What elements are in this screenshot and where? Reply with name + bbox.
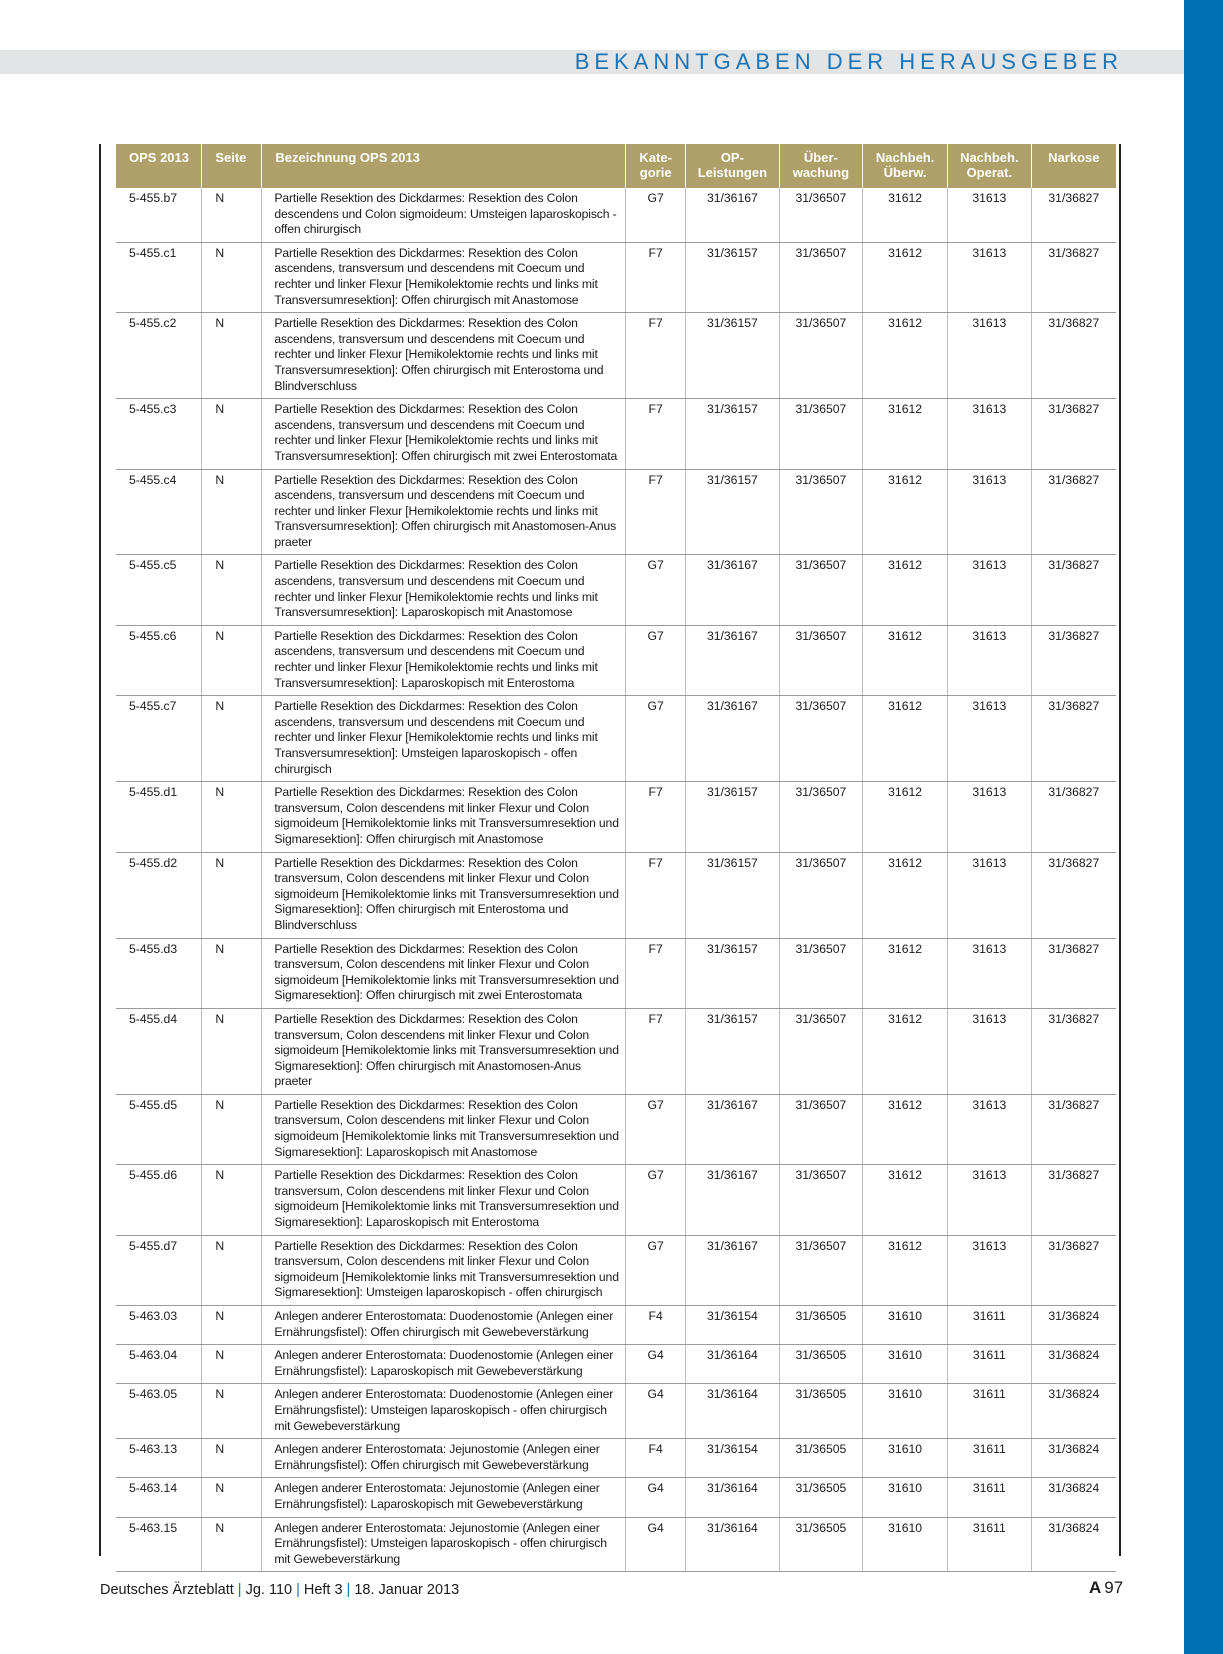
cell-kategorie: G7 [626,696,686,782]
page-number [1089,1578,1123,1598]
cell-kategorie: G7 [626,555,686,625]
cell-kategorie: G7 [626,625,686,695]
cell-op-leistungen: 31/36167 [686,625,779,695]
cell-seite: N [202,399,262,469]
cell-op-leistungen: 31/36167 [686,555,779,625]
table-row [116,1345,1116,1384]
cell-nachbeh-ueberw: 31612 [863,399,948,469]
cell-ueberwachung: 31/36507 [779,696,863,782]
cell-op-leistungen: 31/36164 [686,1345,779,1384]
cell-nachbeh-operat: 31613 [947,399,1031,469]
cell-bezeichnung: Partielle Resektion des Dickdarmes: Resektion des Colon ascendens, transversum und descendens mit Coecum und rechter und linker Flexur [Hemikolektomie rechts und links mit Transversumresektion]: Laparoskopisch mit Anastomose [262,555,626,625]
cell-ueberwachung: 31/36507 [779,1165,863,1235]
footer-separator: | [346,1582,351,1598]
cell-kategorie: G4 [626,1517,686,1572]
table-row [116,1306,1116,1345]
cell-narkose: 31/36827 [1031,1235,1116,1305]
cell-kategorie: F7 [626,313,686,399]
cell-nachbeh-ueberw: 31612 [863,625,948,695]
cell-ops-code: 5-455.d4 [116,1008,202,1094]
cell-bezeichnung: Partielle Resektion des Dickdarmes: Resektion des Colon ascendens, transversum und descendens mit Coecum und rechter und linker Flexur [Hemikolektomie rechts und links mit Transversumresektion]: Offen chirurgisch mit Enterostoma und Blindverschluss [262,313,626,399]
cell-nachbeh-operat: 31613 [947,625,1031,695]
cell-seite: N [202,696,262,782]
cell-ops-code: 5-463.13 [116,1439,202,1478]
cell-nachbeh-operat: 31613 [947,1094,1031,1164]
cell-narkose: 31/36824 [1031,1517,1116,1572]
col-header-narkose: Narkose [1031,144,1116,188]
cell-ops-code: 5-455.b7 [116,188,202,242]
table-row [116,1478,1116,1517]
cell-narkose: 31/36827 [1031,696,1116,782]
cell-nachbeh-ueberw: 31612 [863,938,948,1008]
cell-narkose: 31/36824 [1031,1345,1116,1384]
table-row [116,469,1116,555]
table-row [116,696,1116,782]
cell-narkose: 31/36827 [1031,242,1116,312]
cell-nachbeh-ueberw: 31612 [863,1165,948,1235]
cell-ops-code: 5-463.04 [116,1345,202,1384]
cell-ops-code: 5-455.d2 [116,852,202,938]
cell-narkose: 31/36827 [1031,1165,1116,1235]
cell-seite: N [202,1094,262,1164]
journal-volume: Jg. 110 [245,1582,293,1598]
cell-ops-code: 5-463.05 [116,1384,202,1439]
cell-op-leistungen: 31/36157 [686,1008,779,1094]
col-header-kategorie: Kate- gorie [626,144,686,188]
cell-ops-code: 5-455.c4 [116,469,202,555]
cell-kategorie: G7 [626,1165,686,1235]
cell-seite: N [202,1478,262,1517]
journal-name: Deutsches Ärzteblatt [100,1582,234,1598]
ops-table [116,144,1116,1572]
cell-ops-code: 5-463.03 [116,1306,202,1345]
cell-ueberwachung: 31/36507 [779,188,863,242]
cell-nachbeh-operat: 31611 [947,1439,1031,1478]
cell-ops-code: 5-455.d7 [116,1235,202,1305]
cell-op-leistungen: 31/36167 [686,188,779,242]
cell-nachbeh-ueberw: 31610 [863,1345,948,1384]
cell-bezeichnung: Anlegen anderer Enterostomata: Duodenostomie (Anlegen einer Ernährungsfistel): Laparoskopisch mit Gewebeverstärkung [262,1345,626,1384]
cell-narkose: 31/36827 [1031,188,1116,242]
cell-kategorie: F7 [626,469,686,555]
cell-ueberwachung: 31/36505 [779,1478,863,1517]
cell-op-leistungen: 31/36154 [686,1306,779,1345]
cell-ueberwachung: 31/36505 [779,1517,863,1572]
cell-op-leistungen: 31/36157 [686,938,779,1008]
cell-ueberwachung: 31/36507 [779,469,863,555]
cell-bezeichnung: Anlegen anderer Enterostomata: Jejunostomie (Anlegen einer Ernährungsfistel): Umsteigen laparoskopisch - offen chirurgisch mit Gewebeverstärkung [262,1517,626,1572]
cell-kategorie: G7 [626,1235,686,1305]
cell-ueberwachung: 31/36505 [779,1384,863,1439]
cell-nachbeh-ueberw: 31612 [863,188,948,242]
cell-nachbeh-ueberw: 31612 [863,696,948,782]
table-row [116,1517,1116,1572]
cell-ops-code: 5-455.c7 [116,696,202,782]
cell-nachbeh-operat: 31613 [947,1235,1031,1305]
cell-nachbeh-ueberw: 31610 [863,1384,948,1439]
cell-nachbeh-ueberw: 31612 [863,242,948,312]
cell-bezeichnung: Partielle Resektion des Dickdarmes: Resektion des Colon ascendens, transversum und descendens mit Coecum und rechter und linker Flexur [Hemikolektomie rechts und links mit Transversumresektion]: Offen chirurgisch mit zwei Enterostomata [262,399,626,469]
cell-nachbeh-ueberw: 31612 [863,1094,948,1164]
cell-bezeichnung: Partielle Resektion des Dickdarmes: Resektion des Colon transversum, Colon descendens mit linker Flexur und Colon sigmoideum [Hemikolektomie links mit Transversumresektion und Sigmaresektion]: Offen chirurgisch mit Anastomose [262,782,626,852]
cell-ops-code: 5-455.d5 [116,1094,202,1164]
cell-ops-code: 5-463.15 [116,1517,202,1572]
cell-nachbeh-ueberw: 31610 [863,1439,948,1478]
cell-nachbeh-operat: 31611 [947,1345,1031,1384]
cell-ops-code: 5-455.d3 [116,938,202,1008]
cell-op-leistungen: 31/36157 [686,242,779,312]
cell-seite: N [202,852,262,938]
cell-nachbeh-ueberw: 31612 [863,313,948,399]
cell-seite: N [202,1384,262,1439]
cell-ops-code: 5-455.c2 [116,313,202,399]
cell-op-leistungen: 31/36167 [686,1235,779,1305]
footer-separator: | [296,1582,300,1598]
cell-bezeichnung: Partielle Resektion des Dickdarmes: Resektion des Colon transversum, Colon descendens mit linker Flexur und Colon sigmoideum [Hemikolektomie links mit Transversumresektion und Sigmaresektion]: Offen chirurgisch mit zwei Enterostomata [262,938,626,1008]
cell-narkose: 31/36824 [1031,1478,1116,1517]
cell-op-leistungen: 31/36167 [686,1094,779,1164]
cell-nachbeh-operat: 31613 [947,782,1031,852]
cell-nachbeh-operat: 31613 [947,852,1031,938]
cell-ueberwachung: 31/36505 [779,1439,863,1478]
cell-ueberwachung: 31/36507 [779,782,863,852]
cell-ops-code: 5-455.c1 [116,242,202,312]
cell-kategorie: G7 [626,188,686,242]
cell-bezeichnung: Partielle Resektion des Dickdarmes: Resektion des Colon transversum, Colon descendens mit linker Flexur und Colon sigmoideum [Hemikolektomie links mit Transversumresektion und Sigmaresektion]: Offen chirurgisch mit Anastomosen-Anus praeter [262,1008,626,1094]
cell-op-leistungen: 31/36157 [686,469,779,555]
cell-ops-code: 5-455.d6 [116,1165,202,1235]
journal-issue: Heft 3 [303,1582,343,1598]
table-row [116,1439,1116,1478]
right-rule [1119,144,1121,1556]
cell-narkose: 31/36827 [1031,852,1116,938]
cell-kategorie: F7 [626,1008,686,1094]
col-header-nachbeh-ueberw: Nachbeh. Überw. [863,144,948,188]
cell-seite: N [202,1235,262,1305]
table-row [116,555,1116,625]
cell-op-leistungen: 31/36164 [686,1478,779,1517]
cell-narkose: 31/36827 [1031,782,1116,852]
cell-bezeichnung: Anlegen anderer Enterostomata: Jejunostomie (Anlegen einer Ernährungsfistel): Offen chirurgisch mit Gewebeverstärkung [262,1439,626,1478]
cell-seite: N [202,313,262,399]
cell-bezeichnung: Partielle Resektion des Dickdarmes: Resektion des Colon ascendens, transversum und descendens mit Coecum und rechter und linker Flexur [Hemikolektomie rechts und links mit Transversumresektion]: Offen chirurgisch mit Anastomosen-Anus praeter [262,469,626,555]
cell-op-leistungen: 31/36167 [686,1165,779,1235]
cell-nachbeh-ueberw: 31610 [863,1517,948,1572]
journal-date: 18. Januar 2013 [354,1582,460,1598]
cell-bezeichnung: Partielle Resektion des Dickdarmes: Resektion des Colon transversum, Colon descendens mit linker Flexur und Colon sigmoideum [Hemikolektomie links mit Transversumresektion und Sigmaresektion]: Umsteigen laparoskopisch - offen chirurgisch [262,1235,626,1305]
cell-ueberwachung: 31/36507 [779,1235,863,1305]
cell-ueberwachung: 31/36507 [779,555,863,625]
cell-ops-code: 5-455.d1 [116,782,202,852]
cell-nachbeh-ueberw: 31612 [863,469,948,555]
page-number-value: 97 [1104,1578,1124,1597]
cell-ops-code: 5-463.14 [116,1478,202,1517]
cell-kategorie: G4 [626,1478,686,1517]
cell-nachbeh-operat: 31611 [947,1384,1031,1439]
cell-kategorie: F7 [626,938,686,1008]
page-prefix: A [1089,1578,1102,1597]
table-row [116,399,1116,469]
col-header-op-leistungen: OP- Leistungen [686,144,779,188]
cell-seite: N [202,1165,262,1235]
col-header-ops: OPS 2013 [116,144,202,188]
cell-narkose: 31/36827 [1031,399,1116,469]
cell-seite: N [202,938,262,1008]
cell-op-leistungen: 31/36157 [686,313,779,399]
cell-bezeichnung: Partielle Resektion des Dickdarmes: Resektion des Colon descendens und Colon sigmoideum: Umsteigen laparoskopisch - offen chirurgisch [262,188,626,242]
cell-narkose: 31/36827 [1031,1008,1116,1094]
cell-op-leistungen: 31/36154 [686,1439,779,1478]
cell-ops-code: 5-455.c3 [116,399,202,469]
table-row [116,852,1116,938]
cell-ueberwachung: 31/36507 [779,313,863,399]
cell-kategorie: F7 [626,852,686,938]
footer-separator: | [237,1582,242,1598]
cell-ueberwachung: 31/36505 [779,1306,863,1345]
cell-op-leistungen: 31/36157 [686,399,779,469]
table-row [116,625,1116,695]
cell-nachbeh-ueberw: 31612 [863,852,948,938]
cell-seite: N [202,782,262,852]
cell-bezeichnung: Partielle Resektion des Dickdarmes: Resektion des Colon transversum, Colon descendens mit linker Flexur und Colon sigmoideum [Hemikolektomie links mit Transversumresektion und Sigmaresektion]: Laparoskopisch mit Enterostoma [262,1165,626,1235]
cell-seite: N [202,469,262,555]
cell-ueberwachung: 31/36507 [779,242,863,312]
cell-kategorie: F4 [626,1439,686,1478]
section-title: BEKANNTGABEN DER HERAUSGEBER [574,49,1123,74]
cell-seite: N [202,188,262,242]
cell-kategorie: F7 [626,782,686,852]
cell-kategorie: F4 [626,1306,686,1345]
cell-narkose: 31/36827 [1031,555,1116,625]
cell-bezeichnung: Partielle Resektion des Dickdarmes: Resektion des Colon ascendens, transversum und descendens mit Coecum und rechter und linker Flexur [Hemikolektomie rechts und links mit Transversumresektion]: Offen chirurgisch mit Anastomose [262,242,626,312]
cell-nachbeh-ueberw: 31612 [863,1235,948,1305]
table-row [116,1094,1116,1164]
table-row [116,1384,1116,1439]
cell-ops-code: 5-455.c5 [116,555,202,625]
cell-nachbeh-operat: 31613 [947,696,1031,782]
cell-nachbeh-operat: 31613 [947,1008,1031,1094]
cell-narkose: 31/36824 [1031,1439,1116,1478]
cell-bezeichnung: Partielle Resektion des Dickdarmes: Resektion des Colon transversum, Colon descendens mit linker Flexur und Colon sigmoideum [Hemikolektomie links mit Transversumresektion und Sigmaresektion]: Offen chirurgisch mit Enterostoma und Blindverschluss [262,852,626,938]
col-header-nachbeh-operat: Nachbeh. Operat. [947,144,1031,188]
cell-nachbeh-operat: 31613 [947,313,1031,399]
cell-nachbeh-operat: 31611 [947,1478,1031,1517]
side-color-bar [1184,0,1223,1654]
cell-op-leistungen: 31/36157 [686,852,779,938]
cell-seite: N [202,1517,262,1572]
cell-ueberwachung: 31/36507 [779,852,863,938]
cell-kategorie: G7 [626,1094,686,1164]
cell-ops-code: 5-455.c6 [116,625,202,695]
cell-seite: N [202,1439,262,1478]
footer [100,1582,459,1598]
cell-nachbeh-operat: 31611 [947,1306,1031,1345]
cell-ueberwachung: 31/36507 [779,938,863,1008]
table-row [116,1165,1116,1235]
table-row [116,313,1116,399]
cell-seite: N [202,1008,262,1094]
col-header-bezeichnung: Bezeichnung OPS 2013 [262,144,626,188]
cell-narkose: 31/36827 [1031,938,1116,1008]
cell-op-leistungen: 31/36157 [686,782,779,852]
cell-bezeichnung: Anlegen anderer Enterostomata: Duodenostomie (Anlegen einer Ernährungsfistel): Umsteigen laparoskopisch - offen chirurgisch mit Gewebeverstärkung [262,1384,626,1439]
cell-seite: N [202,625,262,695]
cell-nachbeh-ueberw: 31610 [863,1478,948,1517]
cell-nachbeh-ueberw: 31612 [863,782,948,852]
cell-bezeichnung: Partielle Resektion des Dickdarmes: Resektion des Colon transversum, Colon descendens mit linker Flexur und Colon sigmoideum [Hemikolektomie links mit Transversumresektion und Sigmaresektion]: Laparoskopisch mit Anastomose [262,1094,626,1164]
cell-nachbeh-ueberw: 31610 [863,1306,948,1345]
cell-seite: N [202,1345,262,1384]
cell-op-leistungen: 31/36164 [686,1384,779,1439]
left-rule [99,144,101,1556]
cell-bezeichnung: Anlegen anderer Enterostomata: Duodenostomie (Anlegen einer Ernährungsfistel): Offen chirurgisch mit Gewebeverstärkung [262,1306,626,1345]
cell-seite: N [202,555,262,625]
cell-seite: N [202,1306,262,1345]
cell-ueberwachung: 31/36505 [779,1345,863,1384]
col-header-ueberwachung: Über- wachung [779,144,863,188]
cell-nachbeh-operat: 31613 [947,469,1031,555]
cell-narkose: 31/36827 [1031,469,1116,555]
cell-nachbeh-operat: 31613 [947,555,1031,625]
table-row [116,242,1116,312]
cell-nachbeh-operat: 31611 [947,1517,1031,1572]
table-row [116,1008,1116,1094]
cell-seite: N [202,242,262,312]
cell-nachbeh-operat: 31613 [947,938,1031,1008]
cell-narkose: 31/36824 [1031,1306,1116,1345]
table-header-row [116,144,1116,188]
cell-kategorie: G4 [626,1345,686,1384]
cell-bezeichnung: Anlegen anderer Enterostomata: Jejunostomie (Anlegen einer Ernährungsfistel): Laparoskopisch mit Gewebeverstärkung [262,1478,626,1517]
cell-ueberwachung: 31/36507 [779,1008,863,1094]
cell-nachbeh-ueberw: 31612 [863,1008,948,1094]
col-header-seite: Seite [202,144,262,188]
cell-kategorie: G4 [626,1384,686,1439]
table-row [116,938,1116,1008]
cell-kategorie: F7 [626,399,686,469]
cell-kategorie: F7 [626,242,686,312]
cell-ueberwachung: 31/36507 [779,625,863,695]
cell-narkose: 31/36827 [1031,1094,1116,1164]
table-row [116,782,1116,852]
cell-narkose: 31/36824 [1031,1384,1116,1439]
table-row [116,188,1116,242]
cell-bezeichnung: Partielle Resektion des Dickdarmes: Resektion des Colon ascendens, transversum und descendens mit Coecum und rechter und linker Flexur [Hemikolektomie rechts und links mit Transversumresektion]: Laparoskopisch mit Enterostoma [262,625,626,695]
cell-nachbeh-ueberw: 31612 [863,555,948,625]
cell-nachbeh-operat: 31613 [947,242,1031,312]
cell-ueberwachung: 31/36507 [779,1094,863,1164]
cell-ueberwachung: 31/36507 [779,399,863,469]
cell-nachbeh-operat: 31613 [947,188,1031,242]
cell-narkose: 31/36827 [1031,313,1116,399]
cell-nachbeh-operat: 31613 [947,1165,1031,1235]
cell-bezeichnung: Partielle Resektion des Dickdarmes: Resektion des Colon ascendens, transversum und descendens mit Coecum und rechter und linker Flexur [Hemikolektomie rechts und links mit Transversumresektion]: Umsteigen laparoskopisch - offen chirurgisch [262,696,626,782]
cell-op-leistungen: 31/36167 [686,696,779,782]
cell-narkose: 31/36827 [1031,625,1116,695]
table-row [116,1235,1116,1305]
cell-op-leistungen: 31/36164 [686,1517,779,1572]
table-body [116,188,1116,1572]
